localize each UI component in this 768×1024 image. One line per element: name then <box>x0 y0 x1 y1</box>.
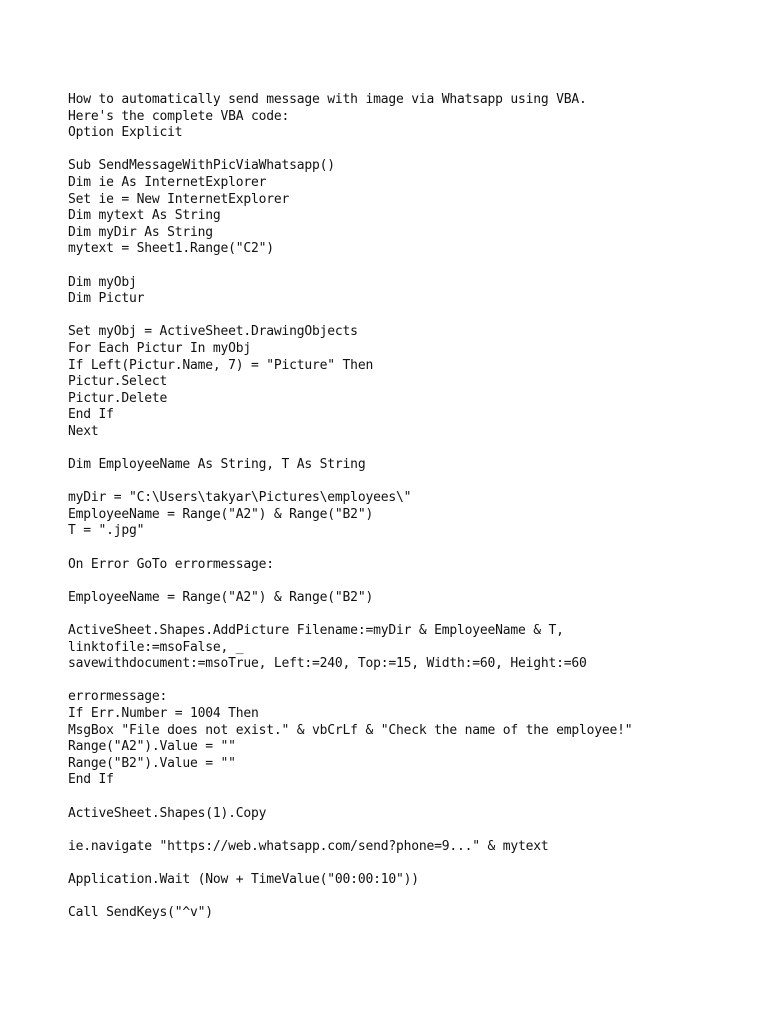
blank-line <box>68 142 748 159</box>
blank-line <box>68 889 748 906</box>
code-line: Range("A2").Value = "" <box>68 739 236 755</box>
blank-line <box>68 258 748 275</box>
code-line: If Err.Number = 1004 Then <box>68 705 259 721</box>
blank-line <box>68 440 748 457</box>
doc-title-line: How to automatically send message with image via Whatsapp using VBA. <box>68 92 587 107</box>
code-line: Call SendKeys("^v") <box>68 905 213 921</box>
intro-line: Here's the complete VBA code: <box>68 108 290 124</box>
code-line: If Left(Pictur.Name, 7) = "Picture" Then <box>68 357 374 373</box>
code-line: T = ".jpg" <box>68 523 145 539</box>
code-line: For Each Pictur In myObj <box>68 340 252 356</box>
blank-line <box>68 855 748 872</box>
code-line: End If <box>68 407 114 423</box>
code-line: ActiveSheet.Shapes(1).Copy <box>68 805 267 821</box>
code-line: linktofile:=msoFalse, _ <box>68 639 244 655</box>
code-line: EmployeeName = Range("A2") & Range("B2") <box>68 589 374 605</box>
code-line: Sub SendMessageWithPicViaWhatsapp() <box>68 158 335 174</box>
code-line: On Error GoTo errormessage: <box>68 556 274 572</box>
code-line: Next <box>68 423 99 439</box>
blank-line <box>68 822 748 839</box>
blank-line <box>68 573 748 590</box>
code-line: Dim mytext As String <box>68 208 221 224</box>
blank-line <box>68 474 748 491</box>
code-line: End If <box>68 772 114 788</box>
code-text-block <box>68 92 748 922</box>
code-line: Option Explicit <box>68 125 183 141</box>
code-line: savewithdocument:=msoTrue, Left:=240, Top:=15, Width:=60, Height:=60 <box>68 656 587 672</box>
code-line: ActiveSheet.Shapes.AddPicture Filename:=myDir & EmployeeName & T, <box>68 623 564 638</box>
code-line: MsgBox "File does not exist." & vbCrLf & "Check the name of the employee!" <box>68 722 633 738</box>
blank-line <box>68 540 748 557</box>
blank-line <box>68 789 748 806</box>
code-line: Dim ie As InternetExplorer <box>68 174 267 190</box>
code-line: EmployeeName = Range("A2") & Range("B2") <box>68 506 374 522</box>
code-line: myDir = "C:\Users\takyar\Pictures\employees\" <box>68 490 412 506</box>
code-line: Pictur.Delete <box>68 390 168 406</box>
code-line: Set myObj = ActiveSheet.DrawingObjects <box>68 324 358 340</box>
blank-line <box>68 673 748 690</box>
blank-line <box>68 606 748 623</box>
code-line: Dim myObj <box>68 274 137 290</box>
code-line: Dim myDir As String <box>68 224 213 240</box>
code-line: Pictur.Select <box>68 374 168 390</box>
code-line: Set ie = New InternetExplorer <box>68 191 290 207</box>
code-line: Application.Wait (Now + TimeValue("00:00:10")) <box>68 871 419 887</box>
code-line: Dim EmployeeName As String, T As String <box>68 457 366 473</box>
code-line: Range("B2").Value = "" <box>68 755 236 771</box>
code-line: Dim Pictur <box>68 291 145 307</box>
blank-line <box>68 308 748 325</box>
code-line: ie.navigate "https://web.whatsapp.com/send?phone=9..." & mytext <box>68 838 549 854</box>
code-line: mytext = Sheet1.Range("C2") <box>68 241 274 257</box>
code-line: errormessage: <box>68 689 168 705</box>
